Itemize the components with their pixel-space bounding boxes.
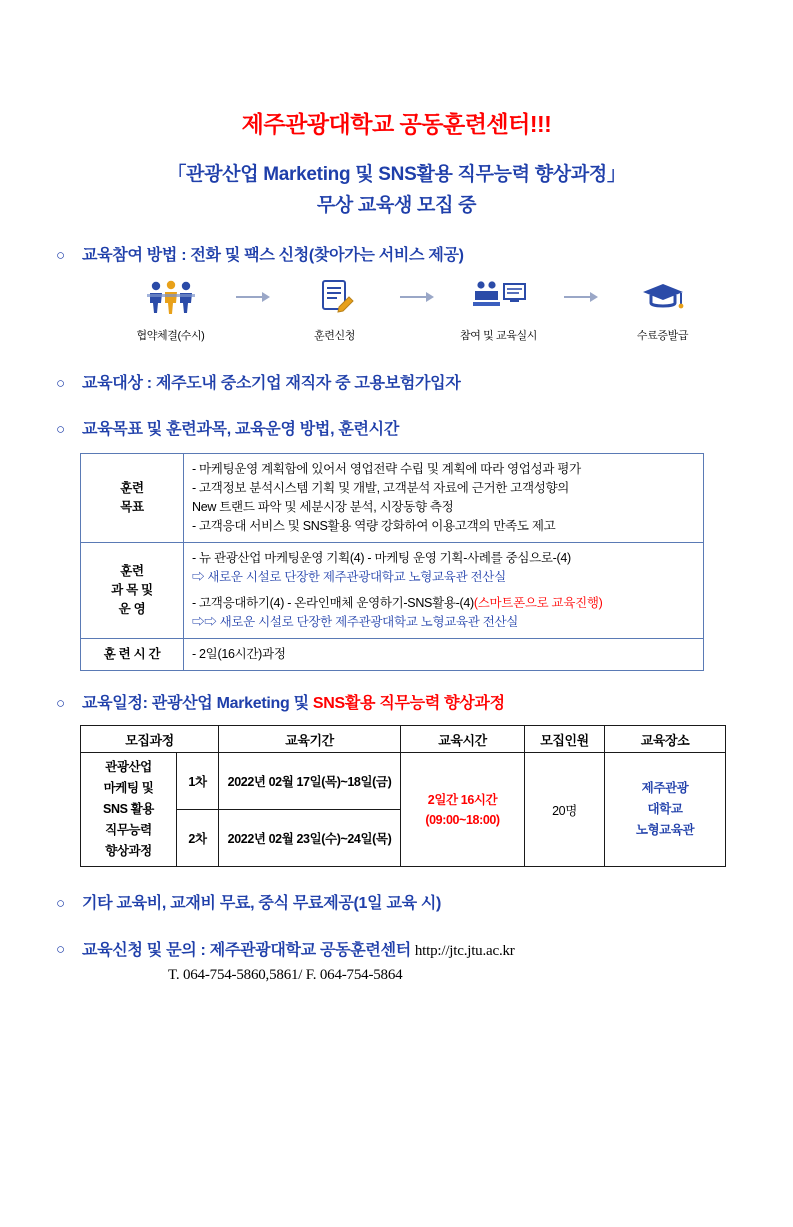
process-step-3 [440, 277, 558, 343]
cell-capacity: 20명 [525, 753, 605, 867]
bullet-icon: ○ [56, 941, 66, 958]
contact-line-1 [82, 939, 515, 963]
table-row [81, 753, 726, 810]
contact-heading-rest: : 제주관광대학교 공동훈련센터 [200, 942, 411, 959]
cell-period-2: 2022년 02월 23일(수)~24일(목) [219, 810, 401, 867]
goal-line-2: - 고객정보 분석시스템 기획 및 개발, 고객분석 자료에 근거한 고객성향의 [192, 481, 570, 495]
section-schedule-title-plain: 교육일정: 관광산업 Marketing 및 [82, 695, 313, 712]
course-line-4: 직무능력 [105, 823, 152, 837]
subject-block2-line1-red: (스마트폰으로 교육진행) [473, 596, 603, 610]
subject-row-head [81, 543, 184, 639]
section-etc-text: 기타 교육비, 교재비 무료, 중식 무료제공(1일 교육 시) [82, 895, 442, 912]
goal-head-line-2: 목표 [120, 500, 144, 514]
section-goal [52, 419, 741, 441]
process-step-1 [112, 277, 230, 343]
table-row [81, 543, 704, 639]
arrow-icon-3 [558, 277, 604, 317]
subject-block2-line2-text: 새로운 시설로 단장한 제주관광대학교 노형교육관 전산실 [219, 615, 519, 629]
section-schedule-title [82, 693, 505, 715]
time-line-2: (09:00~18:00) [425, 812, 500, 827]
arrow-icon-2 [394, 277, 440, 317]
page-subtitle-2: 무상 교육생 모집 중 [316, 195, 477, 216]
bullet-icon: ○ [56, 247, 66, 264]
table-row [81, 454, 704, 543]
section-target [52, 373, 741, 395]
arrow-glyph: ⇨ [192, 570, 208, 584]
cell-course-name [81, 753, 177, 867]
section-goal-title: 교육목표 및 훈련과목, 교육운영 방법, 훈련시간 [82, 421, 399, 438]
cell-round-1: 1차 [177, 753, 219, 810]
section-contact [52, 939, 741, 987]
subject-block1-line2-text: 새로운 시설로 단장한 제주관광대학교 노형교육관 전산실 [207, 570, 506, 584]
goal-line-1: - 마케팅운영 계획함에 있어서 영업전략 수립 및 계획에 따라 영업성과 평가 [192, 462, 581, 476]
header-capacity: 모집인원 [525, 726, 605, 753]
bullet-icon: ○ [56, 375, 66, 392]
contact-tel: T. 064-754-5860,5861/ F. 064-754-5864 [168, 967, 403, 983]
cell-place [605, 753, 726, 867]
graduation-cap-icon [604, 277, 722, 317]
subject-block1-line1: - 뉴 관광산업 마케팅운영 기획(4) - 마케팅 운영 기획-사례를 중심으로-(4) [192, 551, 571, 565]
process-step-1-label: 협약체결(수시) [136, 330, 205, 342]
contact-url[interactable]: http://jtc.jtu.ac.kr [414, 943, 515, 959]
cell-training-time [401, 753, 525, 867]
course-line-2: 마케팅 및 [103, 781, 154, 795]
hours-row-content: - 2일(16시간)과정 [184, 639, 704, 671]
section-apply-method-title: 교육참여 방법 : 전화 및 팩스 신청(찾아가는 서비스 제공) [82, 247, 464, 264]
goal-head-line-1: 훈련 [120, 481, 144, 495]
bullet-icon: ○ [56, 895, 66, 912]
poster-page [0, 106, 793, 1227]
place-line-1: 제주관광 [641, 781, 689, 795]
process-step-4-label: 수료증발급 [636, 330, 689, 342]
goal-row-content [184, 454, 704, 543]
subject-row-content [184, 543, 704, 639]
bullet-icon: ○ [56, 695, 66, 712]
process-step-2-label: 훈련신청 [314, 330, 355, 342]
time-line-1: 2일간 16시간 [427, 792, 498, 807]
training-goal-table [80, 453, 704, 671]
classroom-icon [440, 277, 558, 317]
place-line-3: 노형교육관 [635, 823, 695, 837]
bullet-icon: ○ [56, 421, 66, 438]
spacer [192, 587, 695, 594]
document-pen-icon [276, 277, 394, 317]
process-step-4 [604, 277, 722, 343]
course-line-1: 관광산업 [105, 760, 152, 774]
cell-round-2: 2차 [177, 810, 219, 867]
subject-block2-line1 [192, 594, 695, 613]
section-etc [52, 893, 741, 915]
arrow-glyph-double: ⇨⇨ [192, 615, 220, 629]
header-course: 모집과정 [81, 726, 219, 753]
contact-heading: 교육신청 및 문의 [82, 942, 201, 959]
section-schedule-title-red: SNS활용 직무능력 향상과정 [312, 695, 505, 712]
header-time: 교육시간 [401, 726, 525, 753]
process-flow [52, 277, 741, 343]
course-line-3: SNS 활용 [103, 802, 154, 816]
contact-block [82, 939, 515, 987]
cell-period-1: 2022년 02월 17일(목)~18일(금) [219, 753, 401, 810]
handshake-icon [112, 277, 230, 317]
subject-block2-line1-pre: - 고객응대하기(4) - 온라인매체 운영하기-SNS활용-(4) [192, 596, 474, 610]
goal-line-4: - 고객응대 서비스 및 SNS활용 역량 강화하여 이용고객의 만족도 제고 [192, 519, 556, 533]
place-line-2: 대학교 [647, 802, 683, 816]
course-line-5: 향상과정 [105, 844, 152, 858]
process-step-2 [276, 277, 394, 343]
schedule-table [80, 725, 726, 867]
section-schedule [52, 693, 741, 715]
header-place: 교육장소 [605, 726, 726, 753]
page-subtitle-1: 「관광산업 Marketing 및 SNS활용 직무능력 향상과정」 [167, 164, 626, 185]
header-period: 교육기간 [219, 726, 401, 753]
table-row [81, 639, 704, 671]
subject-block1-line2 [192, 568, 695, 587]
section-target-title: 교육대상 : 제주도내 중소기업 재직자 중 고용보험가입자 [82, 375, 461, 392]
process-step-3-label: 참여 및 교육실시 [460, 330, 537, 342]
subject-head-line-1: 훈련 [120, 564, 144, 578]
arrow-icon-1 [230, 277, 276, 317]
subject-head-line-3: 운 영 [118, 602, 146, 616]
hours-row-head: 훈 련 시 간 [81, 639, 184, 671]
table-header-row [81, 726, 726, 753]
goal-line-3: New 트랜드 파악 및 세분시장 분석, 시장동향 측정 [192, 500, 454, 514]
subject-head-line-2: 과 목 및 [111, 583, 153, 597]
goal-row-head [81, 454, 184, 543]
subject-block2-line2 [192, 613, 695, 632]
page-title: 제주관광대학교 공동훈련센터!!! [241, 111, 552, 137]
section-apply-method [52, 245, 741, 267]
